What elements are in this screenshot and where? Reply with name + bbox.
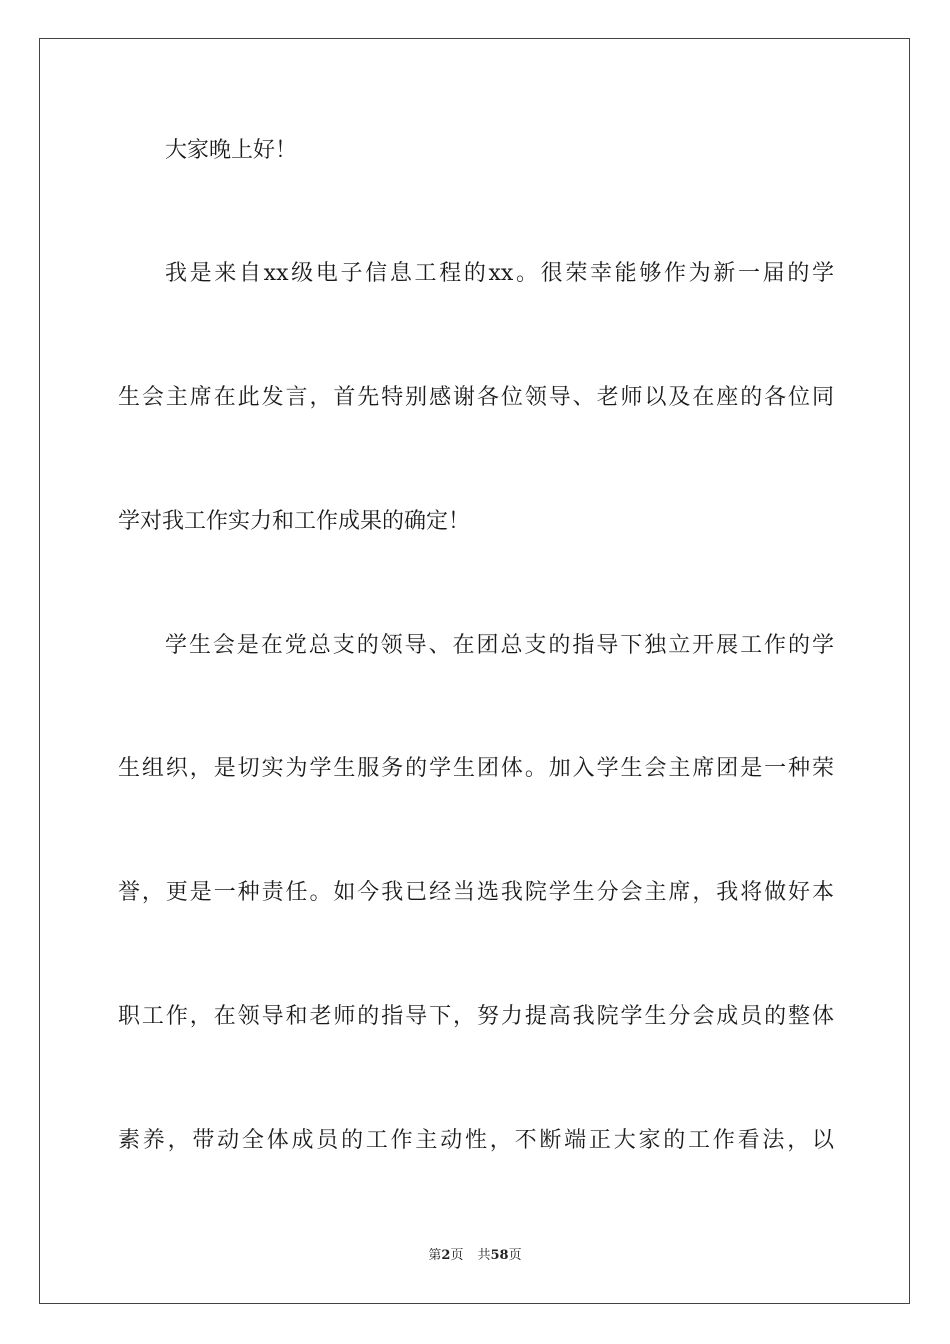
paragraph-line: 素养，带动全体成员的工作主动性，不断端正大家的工作看法，以 [118,1128,834,1153]
paragraph-line: 职工作，在领导和老师的指导下，努力提高我院学生分会成员的整体 [118,1004,834,1029]
paragraph-line: 生组织，是切实为学生服务的学生团体。加入学生会主席团是一种荣 [118,756,834,781]
paragraph-line: 我是来自xx级电子信息工程的xx。很荣幸能够作为新一届的学 [165,261,834,286]
page-footer [0,1247,950,1265]
page-suffix: 页 [450,1248,464,1263]
paragraph-line: 生会主席在此发言，首先特别感谢各位领导、老师以及在座的各位同 [118,385,834,410]
paragraph-line: 学对我工作实力和工作成果的确定！ [118,509,471,534]
page-number: 2 [441,1248,451,1263]
page-border [39,38,910,1304]
total-prefix: 共 [477,1248,491,1263]
page-prefix: 第 [428,1248,442,1263]
greeting-line: 大家晚上好！ [165,138,298,163]
paragraph-line: 誉，更是一种责任。如今我已经当选我院学生分会主席，我将做好本 [118,880,834,905]
paragraph-line: 学生会是在党总支的领导、在团总支的指导下独立开展工作的学 [165,633,834,658]
total-pages: 58 [490,1248,509,1263]
total-suffix: 页 [508,1248,522,1263]
